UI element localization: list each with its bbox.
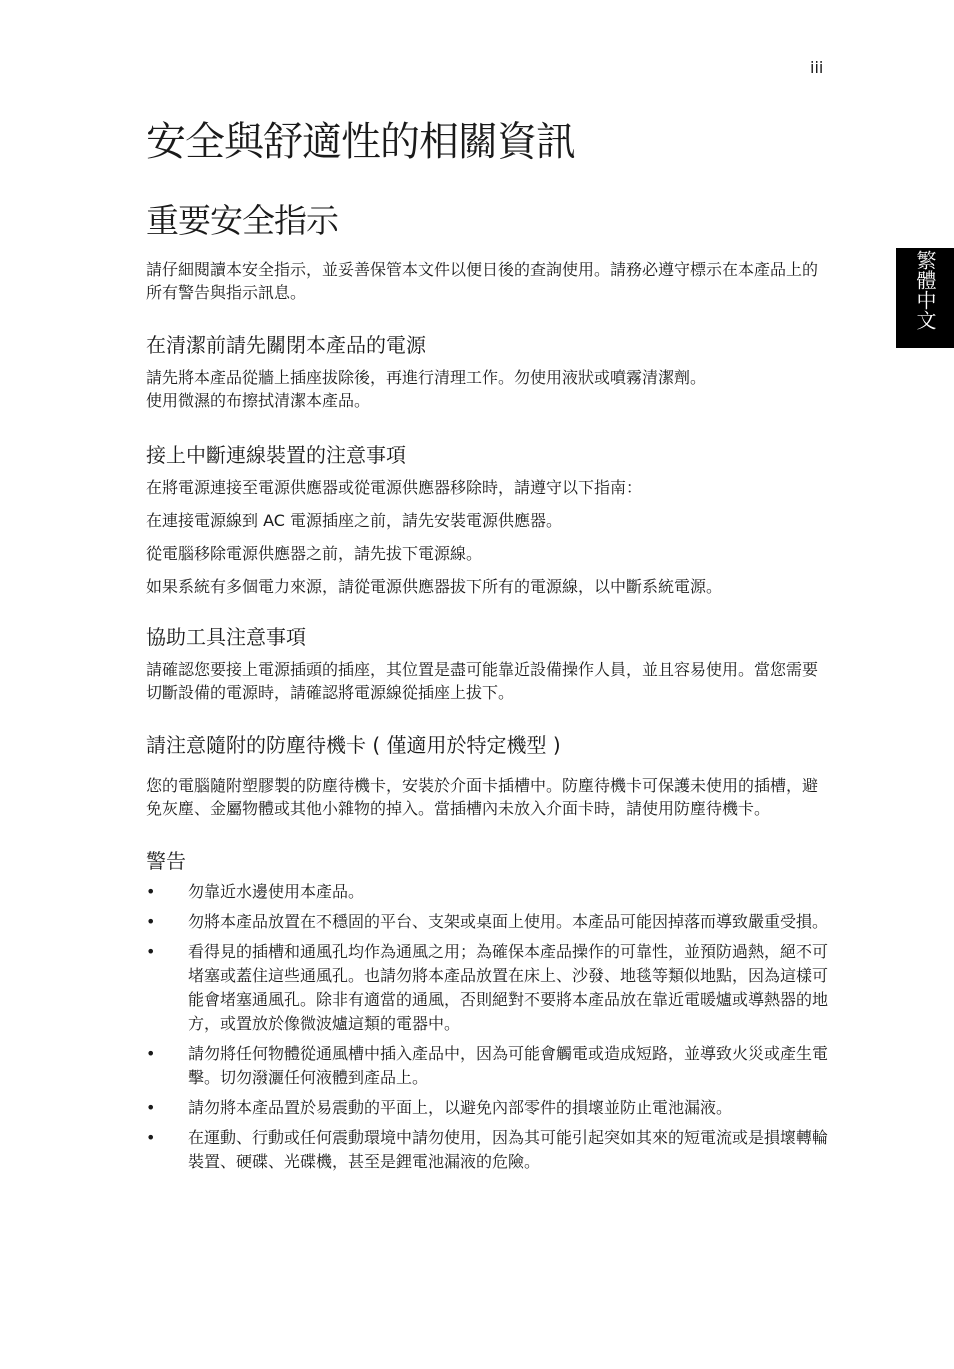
page-subtitle: 重要安全指示 — [146, 201, 338, 240]
warning-text: 請勿將本產品置於易震動的平面上，以避免內部零件的損壞並防止電池漏液。 — [188, 1098, 733, 1117]
bullet-icon: • — [146, 942, 156, 961]
section-dummy-card-heading: 請注意隨附的防塵待機卡 ( 僅適用於特定機型 ) — [146, 733, 561, 757]
section-disconnect-paragraph-2: 在連接電源線到 AC 電源插座之前，請先安裝電源供應器。 — [146, 511, 563, 530]
bullet-icon: • — [146, 882, 156, 901]
list-item — [146, 880, 830, 904]
warning-text: 在運動、行動或任何震動環境中請勿使用，因為其可能引起突如其來的短電流或是損壞轉輪裝置、硬碟、光碟機，甚至是鋰電池漏液的危險。 — [188, 1128, 829, 1171]
warnings-list — [146, 880, 830, 1174]
page-title: 安全與舒適性的相關資訊 — [146, 119, 575, 165]
section-warnings-heading: 警告 — [146, 849, 186, 873]
warning-text: 勿靠近水邊使用本產品。 — [188, 882, 365, 901]
bullet-icon: • — [146, 1044, 156, 1063]
section-accessibility-heading: 協助工具注意事項 — [146, 625, 306, 649]
language-tab — [896, 248, 954, 348]
document-body — [146, 110, 830, 1180]
section-cleaning-heading: 在清潔前請先關閉本產品的電源 — [146, 333, 426, 357]
bullet-icon: • — [146, 912, 156, 931]
section-dummy-card-paragraph: 您的電腦隨附塑膠製的防塵待機卡，安裝於介面卡插槽中。防塵待機卡可保護未使用的插槽，避免灰塵、金屬物體或其他小雜物的掉入。當插槽內未放入介面卡時，請使用防塵待機卡。 — [146, 776, 819, 818]
list-item — [146, 1042, 830, 1090]
section-disconnect-heading: 接上中斷連線裝置的注意事項 — [146, 443, 406, 467]
section-disconnect-paragraph-1: 在將電源連接至電源供應器或從電源供應器移除時，請遵守以下指南： — [146, 478, 643, 497]
list-item — [146, 1126, 830, 1174]
list-item — [146, 1096, 830, 1120]
warning-text: 看得見的插槽和通風孔均作為通風之用；為確保本產品操作的可靠性，並預防過熱，絕不可堵塞或蓋住這些通風孔。也請勿將本產品放置在床上、沙發、地毯等類似地點，因為這樣可能會堵塞通風孔。除非有適當的通風，否則絕對不要將本產品放在靠近電暖爐或導熱器的地方，或置放於像微波爐這類的電器中。 — [188, 942, 829, 1033]
bullet-icon: • — [146, 1098, 156, 1117]
intro-paragraph: 請仔細閱讀本安全指示，並妥善保管本文件以便日後的查詢使用。請務必遵守標示在本產品上的所有警告與指示訊息。 — [146, 260, 819, 302]
section-cleaning-paragraph-2: 使用微濕的布擦拭清潔本產品。 — [146, 391, 371, 410]
language-tab-label: 繁體中文 — [913, 250, 937, 330]
bullet-icon: • — [146, 1128, 156, 1147]
page-number: iii — [810, 58, 824, 77]
section-disconnect-paragraph-3: 從電腦移除電源供應器之前，請先拔下電源線。 — [146, 544, 483, 563]
list-item — [146, 940, 830, 1036]
list-item — [146, 910, 830, 934]
section-disconnect-paragraph-4: 如果系統有多個電力來源，請從電源供應器拔下所有的電源線，以中斷系統電源。 — [146, 577, 723, 596]
warning-text: 請勿將任何物體從通風槽中插入產品中，因為可能會觸電或造成短路，並導致火災或產生電擊。切勿潑灑任何液體到產品上。 — [188, 1044, 829, 1087]
warning-text: 勿將本產品放置在不穩固的平台、支架或桌面上使用。本產品可能因掉落而導致嚴重受損。 — [188, 912, 829, 931]
section-cleaning-paragraph: 請先將本產品從牆上插座拔除後，再進行清理工作。勿使用液狀或噴霧清潔劑。 — [146, 368, 707, 387]
section-accessibility-paragraph: 請確認您要接上電源插頭的插座，其位置是盡可能靠近設備操作人員，並且容易使用。當您需要切斷設備的電源時，請確認將電源線從插座上拔下。 — [146, 660, 819, 702]
